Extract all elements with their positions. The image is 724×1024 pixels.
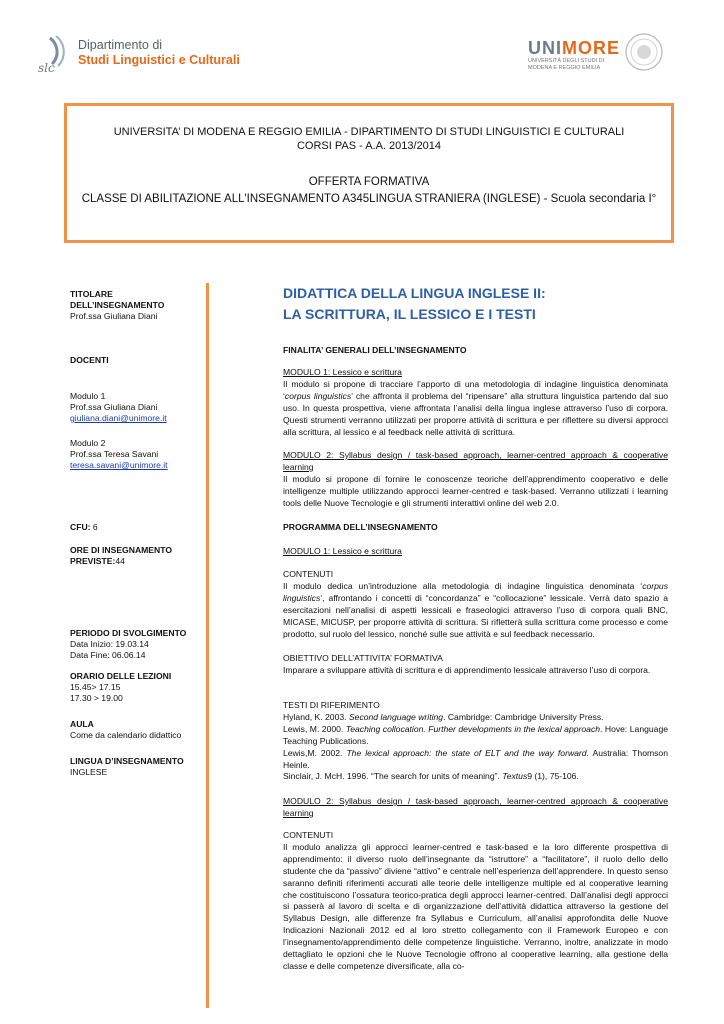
modulo2-section	[70, 438, 205, 471]
course-title	[283, 283, 546, 325]
column-divider	[206, 283, 209, 1008]
programma-m1-title: MODULO 1: Lessico e scrittura	[283, 546, 402, 556]
lingua-section	[70, 756, 205, 778]
department-logo-icon	[36, 34, 78, 76]
ref-sinclair	[283, 771, 668, 783]
modulo1-email-link[interactable]: giuliana.diani@unimore.it	[70, 413, 167, 423]
contenuti-m2	[283, 830, 668, 973]
modulo1-label: Modulo 1	[70, 391, 106, 401]
cfu-section	[70, 522, 205, 533]
modulo2-label: Modulo 2	[70, 438, 106, 448]
finalita-m1-text-a: Il modulo si propone di tracciare l’apporto di una metodologia di indagine linguistica denominata ‘	[283, 378, 668, 401]
testi-label: TESTI DI RIFERIMENTO	[283, 700, 380, 710]
finalita-modulo2	[283, 450, 668, 510]
docenti-label-wrap	[70, 355, 205, 366]
ref4-a: Sinclair, J. McH. 1996. “The search for units of meaning”.	[283, 771, 503, 782]
ref1-b: Second language writing	[348, 711, 444, 722]
ref1-c: . Cambridge: Cambridge University Press.	[443, 711, 604, 722]
ref-hyland	[283, 712, 668, 724]
modulo1-name: Prof.ssa Giuliana Diani	[70, 402, 158, 412]
modulo2-name: Prof.ssa Teresa Savani	[70, 449, 159, 459]
unimore-more: MORE	[562, 38, 620, 58]
contenuti-m1-a: Il modulo dedica un’introduzione alla metodologia di indagine linguistica denominata ‘	[283, 580, 643, 591]
programma-m2-title: MODULO 2: Syllabus design / task-based approach, learner-centred approach & cooperative learning	[283, 796, 668, 818]
department-name	[78, 38, 240, 68]
ref3-a: Lewis,M. 2002.	[283, 747, 347, 758]
modulo2-email-link[interactable]: teresa.savani@unimore.it	[70, 460, 168, 470]
orario-1: 15.45> 17.15	[70, 682, 121, 692]
finalita-m2-title: MODULO 2: Syllabus design / task-based approach, learner-centred approach & cooperative learning	[283, 450, 668, 472]
periodo-section	[70, 628, 205, 661]
unimore-uni: UNI	[528, 38, 562, 58]
periodo-label: PERIODO DI SVOLGIMENTO	[70, 628, 187, 638]
orario-2: 17.30 > 19.00	[70, 693, 123, 703]
ore-label: ORE DI INSEGNAMENTO	[70, 545, 173, 555]
contenuti-m2-label: CONTENUTI	[283, 830, 334, 840]
unimore-sub2: MODENA E REGGIO EMILIA	[528, 65, 601, 71]
slc-text: slc	[38, 61, 55, 75]
ref3-c: Australia: Thomson Heinle.	[283, 747, 668, 770]
programma-m2-title-wrap	[283, 796, 668, 820]
offerta-line: OFFERTA FORMATIVA	[308, 176, 430, 188]
data-inizio: Data Inizio: 19.03.14	[70, 639, 149, 649]
course-title-line2: LA SCRITTURA, IL LESSICO E I TESTI	[283, 306, 536, 322]
lingua-value: INGLESE	[70, 767, 108, 777]
docenti-label: DOCENTI	[70, 355, 109, 365]
unimore-subtitle	[528, 58, 618, 72]
cfu-label: CFU:	[70, 522, 91, 532]
unimore-sub1: UNIVERSITÀ DEGLI STUDI DI	[528, 58, 605, 64]
finalita-label: FINALITA’ GENERALI DELL’INSEGNAMENTO	[283, 345, 467, 355]
ref4-c: 9 (1), 75-106.	[527, 771, 579, 782]
university-line: UNIVERSITA’ DI MODENA E REGGIO EMILIA - DIPARTIMENTO DI STUDI LINGUISTICI E CULTURALI	[113, 126, 625, 138]
testi-section	[283, 700, 668, 783]
finalita-m1-title: MODULO 1: Lessico e scrittura	[283, 367, 402, 377]
ref2-a: Lewis, M. 2000.	[283, 723, 346, 734]
obiettivo-section	[283, 653, 668, 677]
finalita-heading	[283, 345, 668, 357]
ref-lewis-2000	[283, 724, 668, 748]
course-title-line1: DIDATTICA DELLA LINGUA INGLESE II:	[283, 285, 546, 301]
ref2-b: Teaching collocation. Further developments in the lexical approach	[345, 723, 601, 734]
cfu-value: 6	[90, 522, 98, 532]
contenuti-m2-text: Il modulo analizza gli approcci learner-centred e task-based e la loro differente prospettiva di apprendimento: il diverso ruolo dell’insegnante da “istruttore” a “facilitatore”, il ruolo dello dello studente che da “passivo” diviene “attivo” e centrale nell’esperienza dell’apprendere. In questo senso saranno definiti riferimenti accurati alle teorie delle intelligenze multiple ed al cooperative learning che costituiscono l’ossatura teorico-pratica degli approcci learner-centred. Dall’analisi degli approcci si passerà al lavoro di scelta e di organizzazione dell’attività didattica attraverso la gestione del Syllabus Design, alle differenze fra Syllabus e Curriculum, all’analisi approfondita delle Nuove Indicazioni Nazionali 2012 ed al loro stretto collegamento con il Framework Europeo e con l’insegnamento/apprendimento delle competenze linguistiche. Verranno, inoltre, analizzate in modo dettagliato le opzioni che le Nuove Tecnologie offrono al cooperative learning, alla gestione della classe e delle competenze diversificate, alla co-	[283, 841, 668, 971]
aula-section	[70, 719, 205, 741]
unimore-logo	[528, 38, 620, 59]
aula-value: Come da calendario didattico	[70, 730, 182, 740]
data-fine: Data Fine: 06.06.14	[70, 650, 146, 660]
obiettivo-text: Imparare a sviluppare attività di scrittura e di apprendimento lessicale attraverso l’uso di corpora.	[283, 664, 651, 675]
finalita-m1-text-b: corpus linguistics	[284, 390, 352, 401]
university-seal-icon	[624, 32, 664, 72]
contenuti-m1-label: CONTENUTI	[283, 569, 334, 579]
department-line1: Dipartimento di	[78, 38, 163, 52]
ref2-c: . Hove: Language Teaching Publications.	[283, 723, 669, 746]
programma-label: PROGRAMMA DELL’INSEGNAMENTO	[283, 522, 438, 532]
finalita-m1-text-c: ’ che affronta il problema del “ripensare” alla struttura linguistica partendo dal suo uso. In questa prospettiva, viene affrontata l’analisi della lingua inglese attraverso l’uso di corpora. Questi strumenti verranno utilizzati per proporre attività di scrittura e per riflettere su diversi approcci alla scrittura, al lessico e al feedback nelle attività di scrittura.	[283, 390, 669, 437]
corsi-line: CORSI PAS - A.A. 2013/2014	[296, 140, 442, 152]
modulo1-section	[70, 391, 205, 424]
contenuti-m1-b: corpus linguistics	[283, 580, 668, 603]
obiettivo-label: OBIETTIVO DELL’ATTIVITA’ FORMATIVA	[283, 653, 443, 663]
titolare-section	[70, 289, 205, 322]
ref3-b: The lexical approach: the state of ELT and the way forward.	[346, 747, 589, 758]
ref-lewis-2002	[283, 748, 668, 772]
ref4-b: Textus	[502, 771, 528, 782]
programma-heading	[283, 522, 668, 534]
titolare-label: TITOLARE DELL’INSEGNAMENTO	[70, 289, 165, 310]
department-line2: Studi Linguistici e Culturali	[78, 53, 240, 67]
lingua-label: LINGUA D’INSEGNAMENTO	[70, 756, 184, 766]
ore-label2: PREVISTE:	[70, 556, 116, 566]
finalita-m2-text: Il modulo si propone di fornire le conoscenze teoriche dell’apprendimento cooperativo e delle intelligenze multiple utilizzando approcci learner-centred e task-based. Verranno utilizzati i learning tools delle Nuove Tecnologie e gli strumenti interattivi online del web 2.0.	[283, 473, 668, 508]
classe-line: CLASSE DI ABILITAZIONE ALL'INSEGNAMENTO A345LINGUA STRANIERA (INGLESE) - Scuola secondaria I°	[81, 193, 657, 205]
ref1-a: Hyland, K. 2003.	[283, 711, 349, 722]
aula-label: AULA	[70, 719, 94, 729]
orario-section	[70, 671, 205, 704]
programma-m1-title-wrap	[283, 546, 668, 558]
contenuti-m1-c: ’, affrontando i concetti di “concordanza” e “collocazione” lessicale. Verrà dato spazio a esercitazioni nell’analisi di aspetti lessicali e fraseologici attraverso l’uso di corpora quali BNC, MICASE, MICUSP, per proporre attività di scrittura. Si rifletterà sulla scrittura come processo e come prodotto, sul ruolo del lessico, nonché sulle sue attività e sul feedback necessario.	[283, 592, 668, 639]
orario-label: ORARIO DELLE LEZIONI	[70, 671, 172, 681]
titolare-value: Prof.ssa Giuliana Diani	[70, 311, 158, 321]
contenuti-m1	[283, 569, 668, 640]
ore-value: 44	[115, 556, 125, 566]
course-header-box	[64, 103, 674, 243]
ore-section	[70, 545, 205, 567]
finalita-modulo1	[283, 367, 668, 438]
